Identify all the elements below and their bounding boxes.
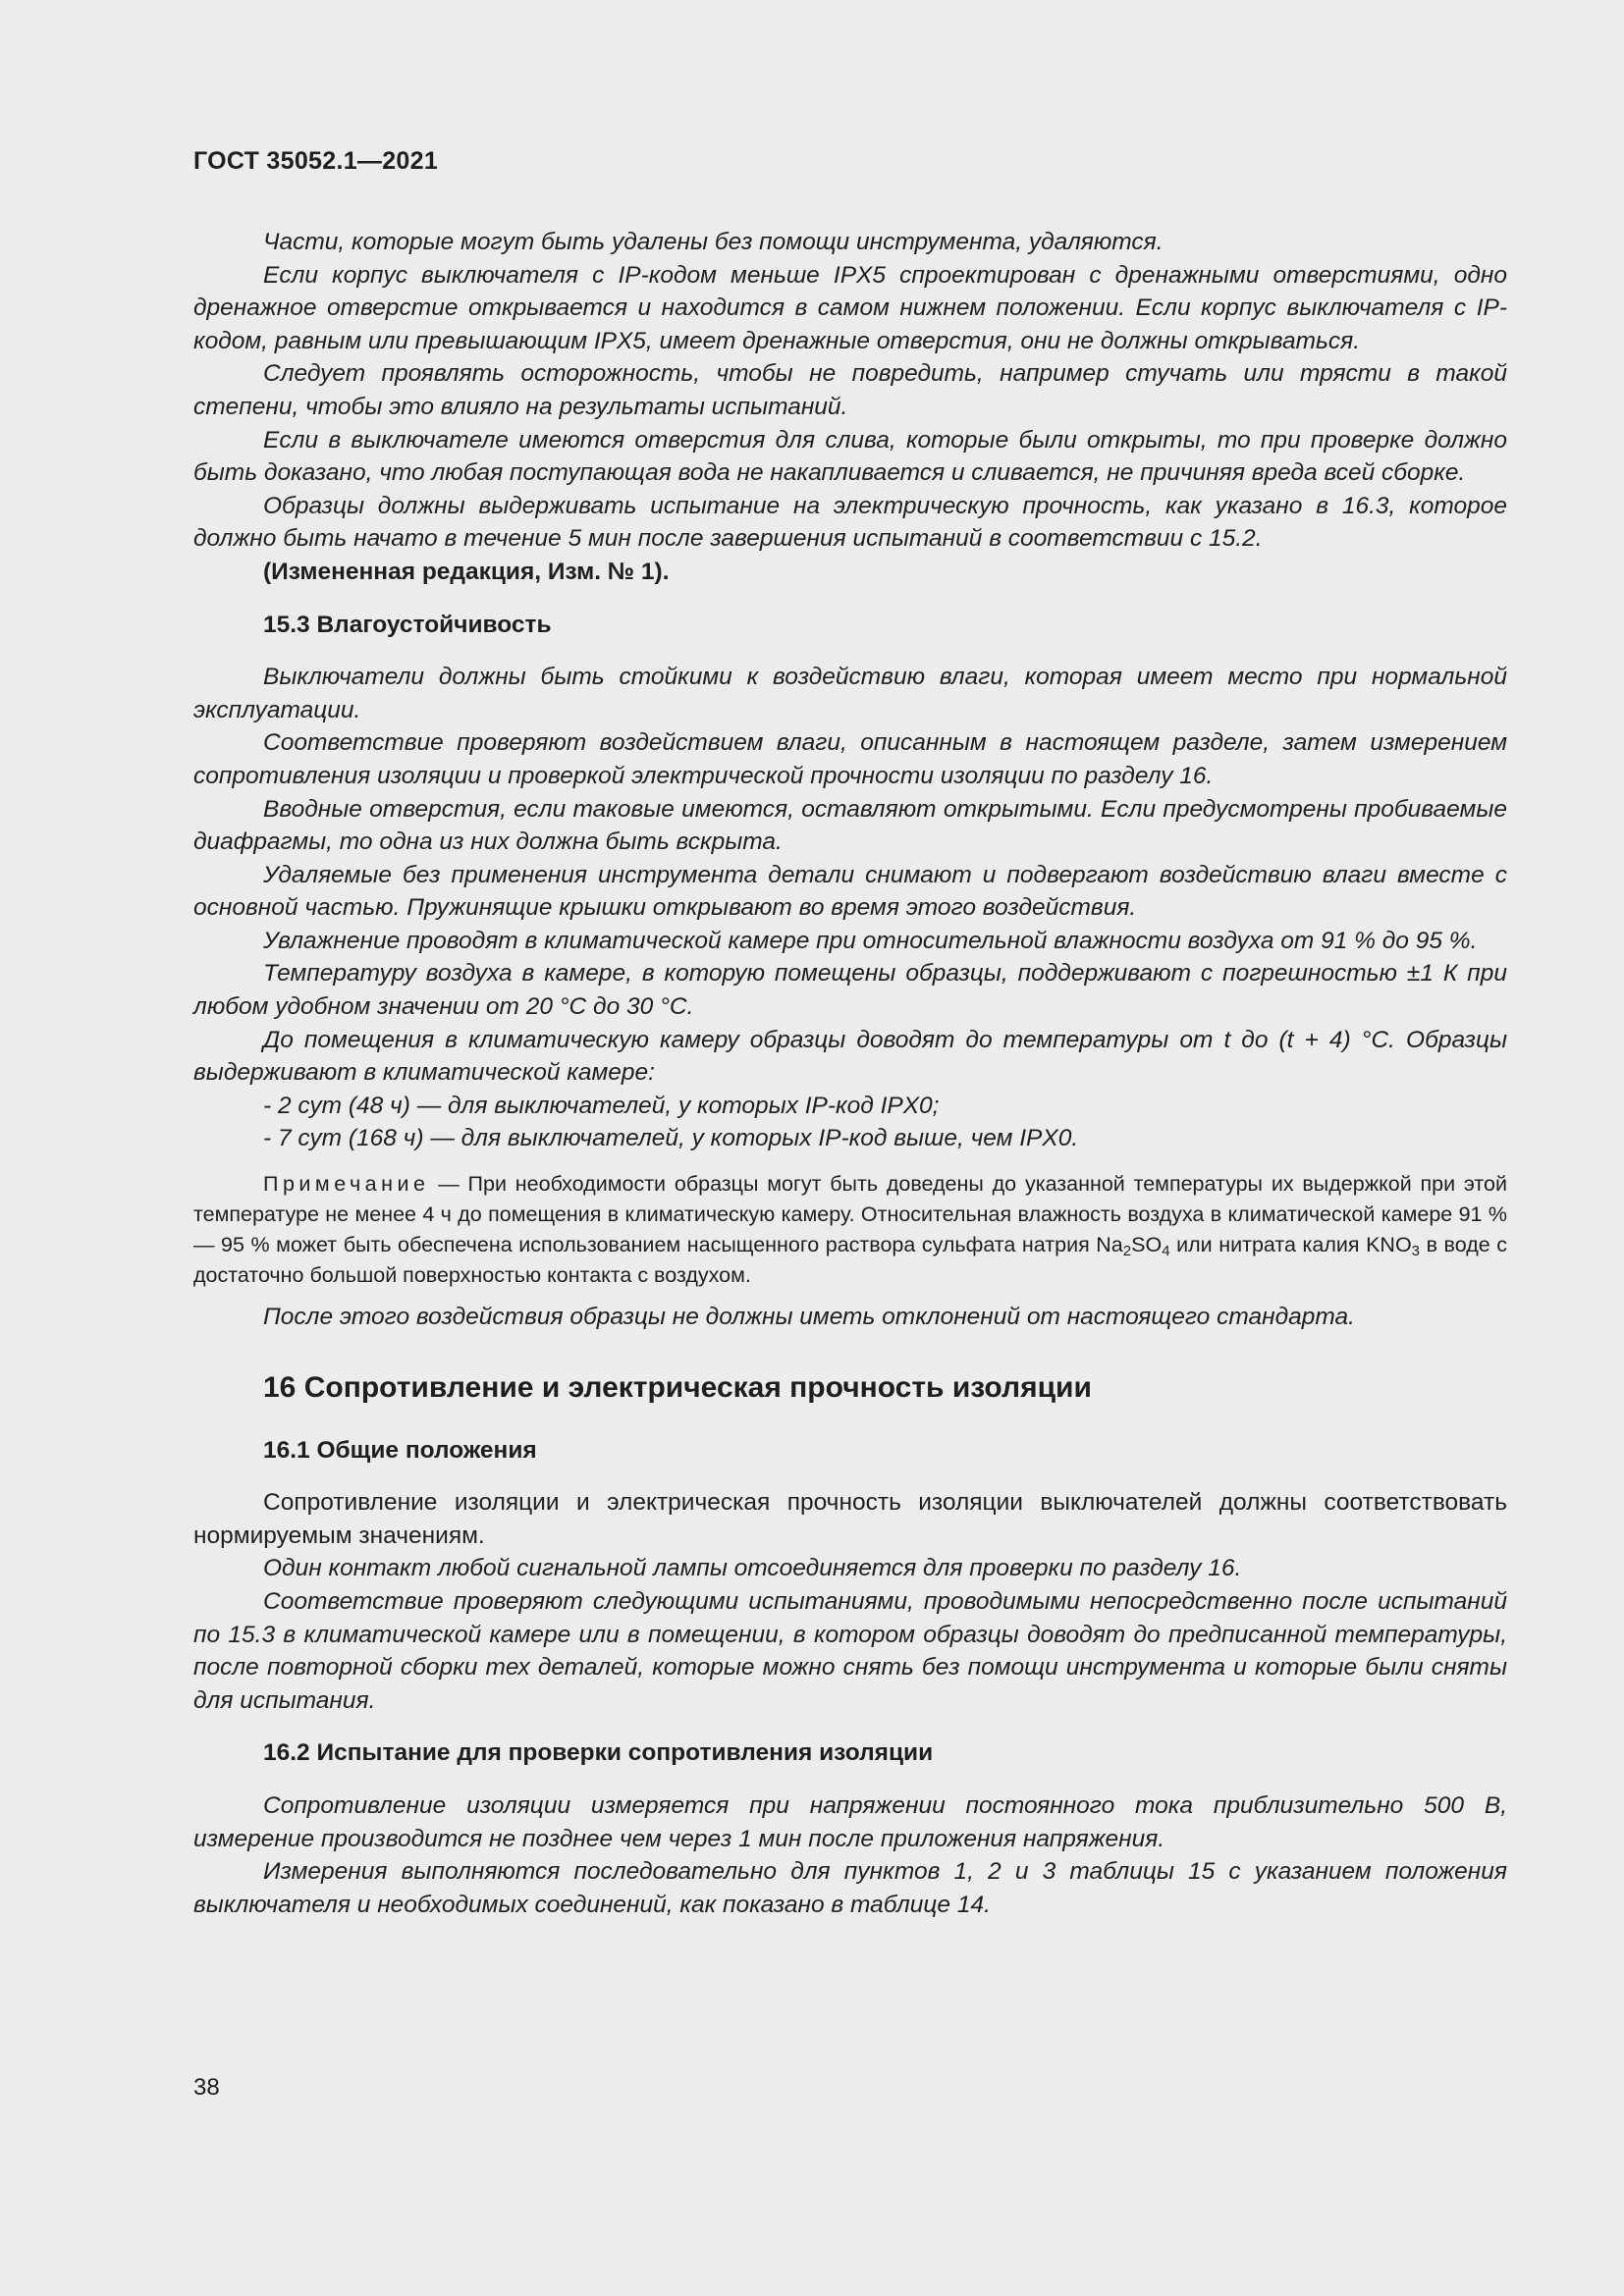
note-label: Примечание <box>263 1172 430 1197</box>
section-16-title: 16 Сопротивление и электрическая прочность изоляции <box>263 1370 1092 1404</box>
paragraph: Если корпус выключателя с IP-кодом меньше IPX5 спроектирован с дренажными отверстиями, одно дренажное отверстие открывается и находится в самом нижнем положении. Если корпус выключателя с IP-кодом, равным или превышающим IPX5, имеет дренажные отверстия, они не должны открываться. <box>193 261 1507 354</box>
paragraph: Сопротивление изоляции и электрическая прочность изоляции выключателей должны соответствовать нормируемым значениям. <box>193 1489 1507 1549</box>
paragraph: Следует проявлять осторожность, чтобы не повредить, например стучать или трясти в такой степени, чтобы это влияло на результаты испытаний. <box>193 360 1507 420</box>
paragraph: Если в выключателе имеются отверстия для слива, которые были открыты, то при проверке должно быть доказано, что любая поступающая вода не накапливается и сливается, не причиняя вреда всей сборке. <box>193 426 1507 487</box>
paragraph: Температуру воздуха в камере, в которую помещены образцы, поддерживают с погрешностью ±1 К при любом удобном значении от 20 °С до 30 °С. <box>193 960 1507 1021</box>
list-item: - 7 сут (168 ч) — для выключателей, у которых IP-код выше, чем IPX0. <box>263 1125 1079 1152</box>
section-15-3-title: 15.3 Влагоустойчивость <box>263 611 552 638</box>
page-body <box>193 226 1507 1921</box>
note-text: — При необходимости образцы могут быть доведены до указанной температуры их выдержкой при этой температуре не менее 4 ч до помещения в климатическую камеру. Относительная влажность воздуха в климатической камере 91 % — 95 % может быть обеспечена использованием насыщенного раствора сульфата натрия Na <box>193 1172 1507 1257</box>
paragraph: Соответствие проверяют воздействием влаги, описанным в настоящем разделе, затем измерением сопротивления изоляции и проверкой электрической прочности изоляции по разделу 16. <box>193 729 1507 789</box>
subscript: 4 <box>1162 1243 1170 1260</box>
note <box>193 1169 1507 1291</box>
page-number: 38 <box>193 2074 220 2101</box>
note-text: SO <box>1131 1233 1163 1257</box>
paragraph: Соответствие проверяют следующими испытаниями, проводимыми непосредственно после испытаний по 15.3 в климатической камере или в помещении, в котором образцы доводят до предписанной температуры, после повторной сборки тех деталей, которые можно снять без помощи инструмента и которые были сняты для испытания. <box>193 1588 1507 1714</box>
paragraph: Части, которые могут быть удалены без помощи инструмента, удаляются. <box>263 229 1164 255</box>
paragraph: Выключатели должны быть стойкими к воздействию влаги, которая имеет место при нормальной эксплуатации. <box>193 664 1507 723</box>
subscript: 3 <box>1411 1243 1421 1260</box>
document-code: ГОСТ 35052.1—2021 <box>193 147 439 175</box>
paragraph: Сопротивление изоляции измеряется при напряжении постоянного тока приблизительно 500 В, измерение производится не позднее чем через 1 мин после приложения напряжения. <box>193 1791 1507 1852</box>
paragraph: Вводные отверстия, если таковые имеются, оставляют открытыми. Если предусмотрены пробиваемые диафрагмы, то одна из них должна быть вскрыта. <box>193 795 1507 856</box>
paragraph: Измерения выполняются последовательно для пунктов 1, 2 и 3 таблицы 15 с указанием положения выключателя и необходимых соединений, как показано в таблице 14. <box>193 1858 1507 1918</box>
list-item: - 2 сут (48 ч) — для выключателей, у которых IP-код IPX0; <box>263 1092 940 1119</box>
subscript: 2 <box>1122 1243 1132 1260</box>
section-16-2-title: 16.2 Испытание для проверки сопротивления изоляции <box>263 1739 934 1767</box>
section-16-1-title: 16.1 Общие положения <box>263 1436 537 1464</box>
paragraph: Образцы должны выдерживать испытание на электрическую прочность, как указано в 16.3, которое должно быть начато в течение 5 мин после завершения испытаний в соответствии с 15.2. <box>193 492 1507 553</box>
paragraph: Один контакт любой сигнальной лампы отсоединяется для проверки по разделу 16. <box>263 1555 1242 1582</box>
paragraph: Увлажнение проводят в климатической камере при относительной влажности воздуха от 91 % до 95 %. <box>263 927 1478 954</box>
note-text: или нитрата калия KNO <box>1169 1233 1412 1257</box>
paragraph: После этого воздействия образцы не должны иметь отклонений от настоящего стандарта. <box>263 1304 1355 1331</box>
amendment-note: (Измененная редакция, Изм. № 1). <box>263 558 670 585</box>
paragraph: До помещения в климатическую камеру образцы доводят до температуры от t до (t + 4) °С. Образцы выдерживают в климатической камере: <box>193 1026 1507 1087</box>
note-text: в воде с достаточно большой поверхностью контакта с воздухом. <box>193 1233 1507 1288</box>
paragraph: Удаляемые без применения инструмента детали снимают и подвергают воздействию влаги вместе с основной частью. Пружинящие крышки открывают во время этого воздействия. <box>193 861 1507 922</box>
